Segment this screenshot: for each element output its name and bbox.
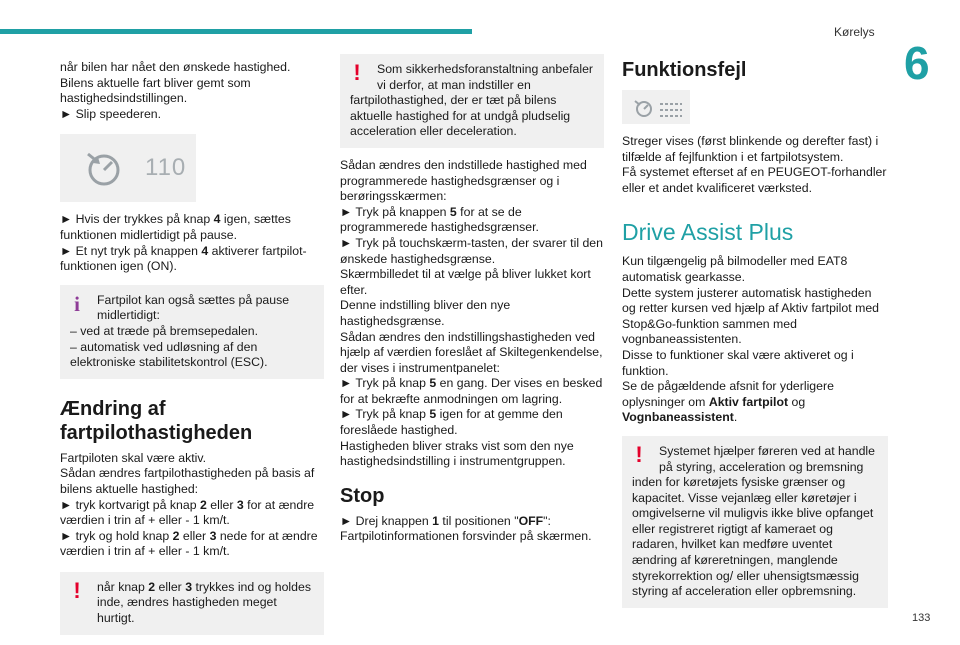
header-accent-bar	[0, 29, 472, 34]
paragraph: Få systemet efterset af en PEUGEOT-forhandler eller et andet kvalificeret værksted.	[622, 165, 887, 195]
paragraph: Skærmbilledet til at vælge på bliver lukket kort efter.	[340, 267, 591, 297]
step: ► Drej knappen 1 til positionen "OFF":	[340, 513, 551, 528]
step: ► Tryk på knap 5 en gang. Der vises en besked for at bekræfte anmodningen om lagring.	[340, 376, 603, 406]
step: ► tryk kortvarigt på knap 2 eller 3 for at ændre værdien i trin af + eller - 1 km/t.	[60, 497, 315, 528]
section-heading: Funktionsfejl	[622, 59, 747, 81]
warning-box: ! Systemet hjælper føreren ved at handle på styring, acceleration og bremsning inden for køretøjets fysiske grænser og kapacitet. Visse vejanlæg eller køretøjer i omgivelserne vil muligvis ikke blive opfanget eller registreret rigtigt af kameraet og radaren, hvilket kan medføre uventet ændring af køreretningen, manglende styrekorrektion og/ eller uhensigtsmæssig styring af acceleration eller opbremsning.	[622, 436, 888, 608]
paragraph: Hastigheden bliver straks vist som den nye hastighedsindstilling i instrumentgruppen.	[340, 438, 574, 469]
paragraph: Fartpiloten skal være aktiv.	[60, 450, 207, 465]
warning-box: ! Som sikkerhedsforanstaltning anbefaler vi derfor, at man indstiller en fartpilothastighed, der er tæt på bilens aktuelle hastighed for at undgå pludselig acceleration eller deceleration.	[340, 54, 604, 148]
paragraph: Fartpilotinformationen forsvinder på skærmen.	[340, 529, 592, 544]
section-heading: Drive Assist Plus	[622, 219, 794, 246]
paragraph: Kun tilgængelig på bilmodeller med EAT8 automatisk gearkasse.	[622, 254, 848, 284]
section-heading: Stop	[340, 484, 385, 507]
column-right	[622, 54, 888, 618]
cruise-control-fault-icon	[622, 90, 690, 124]
info-box: i Fartpilot kan også sættes på pause midlertidigt: – ved at træde på bremsepedalen. – automatisk ved udløsning af den elektroniske stabilitetskontrol (ESC).	[60, 285, 324, 379]
warning-icon: !	[635, 441, 643, 467]
step: ► Slip speederen.	[60, 106, 162, 121]
step: ► Et nyt tryk på knappen 4 aktiverer fartpilot-funktionen igen (ON).	[60, 243, 307, 274]
page-number: 133	[912, 612, 931, 624]
warning-icon: !	[353, 60, 361, 85]
cruise-speed-display-image	[60, 134, 196, 202]
chapter-number: 6	[904, 37, 930, 89]
cruise-fault-display-image	[622, 90, 690, 124]
paragraph: Sådan ændres den indstillede hastighed med programmerede hastighedsgrænser og i berøringsskærmen:	[340, 157, 587, 204]
paragraph: Se de pågældende afsnit for yderligere oplysninger om Aktiv fartpilot og Vognbaneassistent.	[622, 379, 834, 425]
step: ► Hvis der trykkes på knap 4 igen, sættes funktionen midlertidigt på pause.	[60, 212, 291, 242]
paragraph: Denne indstilling bliver den nye hastighedsgrænse.	[340, 298, 511, 328]
paragraph: Sådan ændres den indstillingshastigheden ved hjælp af værdien foreslået af Skiltegenkendelse, der vises i instrumentpanelet:	[340, 329, 603, 375]
paragraph: når bilen har nået den ønskede hastighed. Bilens aktuelle fart bliver gemt som hastighedsindstillingen.	[60, 60, 291, 106]
info-icon: i	[74, 291, 80, 316]
paragraph: Streger vises (først blinkende og derefter fast) i tilfælde af fejlfunktion i et fartpilotsystem.	[622, 134, 879, 164]
paragraph: Sådan ændres fartpilothastigheden på basis af bilens aktuelle hastighed:	[60, 466, 315, 496]
column-middle	[340, 54, 604, 545]
step: ► Tryk på knappen 5 for at se de programmerede hastighedsgrænser.	[340, 204, 539, 235]
step: ► tryk og hold knap 2 eller 3 nede for at ændre værdien i trin af + eller - 1 km/t.	[60, 528, 318, 559]
step: ► Tryk på knap 5 igen for at gemme den foreslåede hastighed.	[340, 407, 563, 438]
paragraph: Dette system justerer automatisk hastigheden og retter kursen ved hjælp af Aktiv fartpilot med Stop&Go-funktion sammen med vognbaneassistenten.	[622, 285, 879, 347]
step: ► Tryk på touchskærm-tasten, der svarer til den ønskede hastighedsgrænse.	[340, 235, 603, 266]
paragraph: Disse to funktioner skal være aktiveret og i funktion.	[622, 347, 854, 378]
section-title: Kørelys	[834, 25, 875, 39]
column-left	[60, 60, 324, 645]
section-heading: Ændring af fartpilothastigheden	[60, 397, 253, 444]
set-speed-value: 110	[145, 154, 187, 182]
warning-box: ! når knap 2 eller 3 trykkes ind og holdes inde, ændres hastigheden meget hurtigt.	[60, 572, 324, 635]
warning-icon: !	[73, 577, 81, 603]
